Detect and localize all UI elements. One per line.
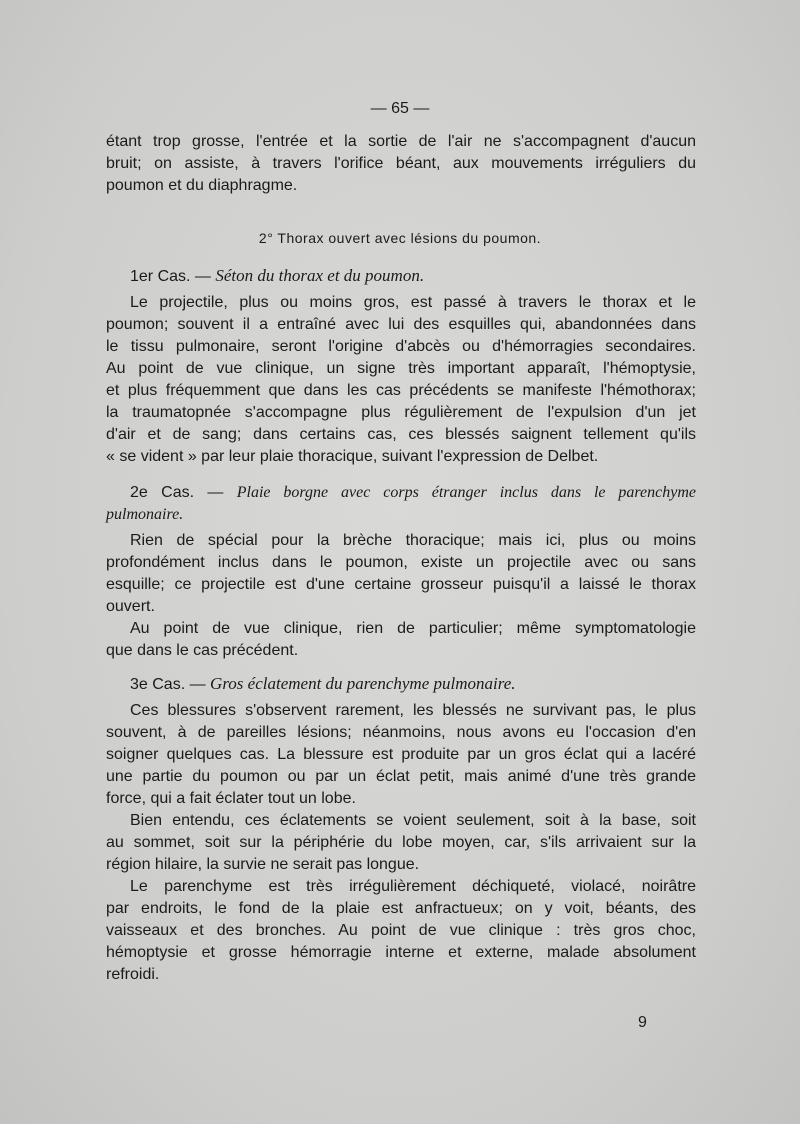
text-line: d'air et de sang; dans certains cas, ces blessés saignent tellement qu'ils bbox=[106, 426, 696, 443]
case1-title: Séton du thorax et du poumon. bbox=[215, 266, 425, 285]
text-line: une partie du poumon ou par un éclat petit, mais animé d'une très grande bbox=[106, 768, 696, 785]
case2-title-cont: pulmonaire. bbox=[106, 506, 184, 523]
case2-title: Plaie borgne avec corps étranger inclus dans le parenchyme bbox=[236, 484, 697, 501]
case3-heading bbox=[130, 674, 516, 694]
text-line: au sommet, soit sur la périphérie du lobe moyen, car, s'ils arrivaient sur la bbox=[106, 834, 696, 851]
text-line: poumon et du diaphragme. bbox=[106, 177, 298, 194]
signature-mark: 9 bbox=[638, 1014, 647, 1031]
text-line: bruit; on assiste, à travers l'orifice béant, aux mouvements irréguliers du bbox=[106, 155, 696, 172]
text-line: « se vident » par leur plaie thoracique, suivant l'expression de Delbet. bbox=[106, 448, 599, 465]
text-line: étant trop grosse, l'entrée et la sortie de l'air ne s'accompagnent d'aucun bbox=[106, 133, 696, 150]
text-line: refroidi. bbox=[106, 966, 160, 983]
case2-heading bbox=[106, 482, 696, 526]
case2-label: 2e Cas. — bbox=[130, 484, 224, 501]
text-line: force, qui a fait éclater tout un lobe. bbox=[106, 790, 356, 807]
section-title: 2° Thorax ouvert avec lésions du poumon. bbox=[258, 230, 542, 246]
case3-paragraph-1 bbox=[106, 700, 696, 810]
case1-label: 1er Cas. — bbox=[130, 268, 211, 285]
case3-title: Gros éclatement du parenchyme pulmonaire. bbox=[210, 674, 516, 693]
text-line: poumon; souvent il a entraîné avec lui des esquilles qui, abandonnées dans bbox=[106, 316, 696, 333]
text-line: Le parenchyme est très irrégulièrement déchiqueté, violacé, noirâtre bbox=[130, 878, 696, 895]
text-line: ouvert. bbox=[106, 598, 155, 615]
case2-paragraph-1 bbox=[106, 530, 696, 618]
text-line: par endroits, le fond de la plaie est anfractueux; on y voit, béants, des bbox=[106, 900, 696, 917]
case3-paragraph-2 bbox=[106, 810, 696, 876]
intro-paragraph bbox=[106, 131, 696, 197]
page-number: — 65 — bbox=[370, 100, 430, 117]
text-line: que dans le cas précédent. bbox=[106, 642, 299, 659]
text-line: et plus fréquemment que dans les cas précédents se manifeste l'hémothorax; bbox=[106, 382, 696, 399]
text-line: Rien de spécial pour la brèche thoracique; mais ici, plus ou moins bbox=[130, 532, 696, 549]
text-line: soigner quelques cas. La blessure est produite par un gros éclat qui a lacéré bbox=[106, 746, 696, 763]
case1-paragraph bbox=[106, 292, 696, 468]
text-line: hémoptysie et grosse hémorragie interne et externe, malade absolument bbox=[106, 944, 696, 961]
text-line: la traumatopnée s'accompagne plus régulièrement de l'expulsion d'un jet bbox=[106, 404, 696, 421]
text-line: vaisseaux et des bronches. Au point de vue clinique : très gros choc, bbox=[106, 922, 696, 939]
text-line: esquille; ce projectile est d'une certaine grosseur puisqu'il a laissé le thorax bbox=[106, 576, 696, 593]
text-line: profondément inclus dans le poumon, existe un projectile avec ou sans bbox=[106, 554, 696, 571]
text-line: Bien entendu, ces éclatements se voient seulement, soit à la base, soit bbox=[130, 812, 696, 829]
case1-heading bbox=[130, 266, 424, 286]
text-line: le tissu pulmonaire, seront l'origine d'abcès ou d'hémorragies secondaires. bbox=[106, 338, 696, 355]
text-line: Au point de vue clinique, rien de particulier; même symptomatologie bbox=[130, 620, 696, 637]
text-line: Au point de vue clinique, un signe très important apparaît, l'hémoptysie, bbox=[106, 360, 696, 377]
text-line: Le projectile, plus ou moins gros, est passé à travers le thorax et le bbox=[130, 294, 696, 311]
case3-paragraph-3 bbox=[106, 876, 696, 986]
case3-label: 3e Cas. — bbox=[130, 676, 206, 693]
text-line: Ces blessures s'observent rarement, les blessés ne survivant pas, le plus bbox=[130, 702, 696, 719]
text-line: région hilaire, la survie ne serait pas longue. bbox=[106, 856, 420, 873]
case2-paragraph-2 bbox=[106, 618, 696, 662]
text-line: souvent, à de pareilles lésions; néanmoins, nous avons eu l'occasion d'en bbox=[106, 724, 696, 741]
